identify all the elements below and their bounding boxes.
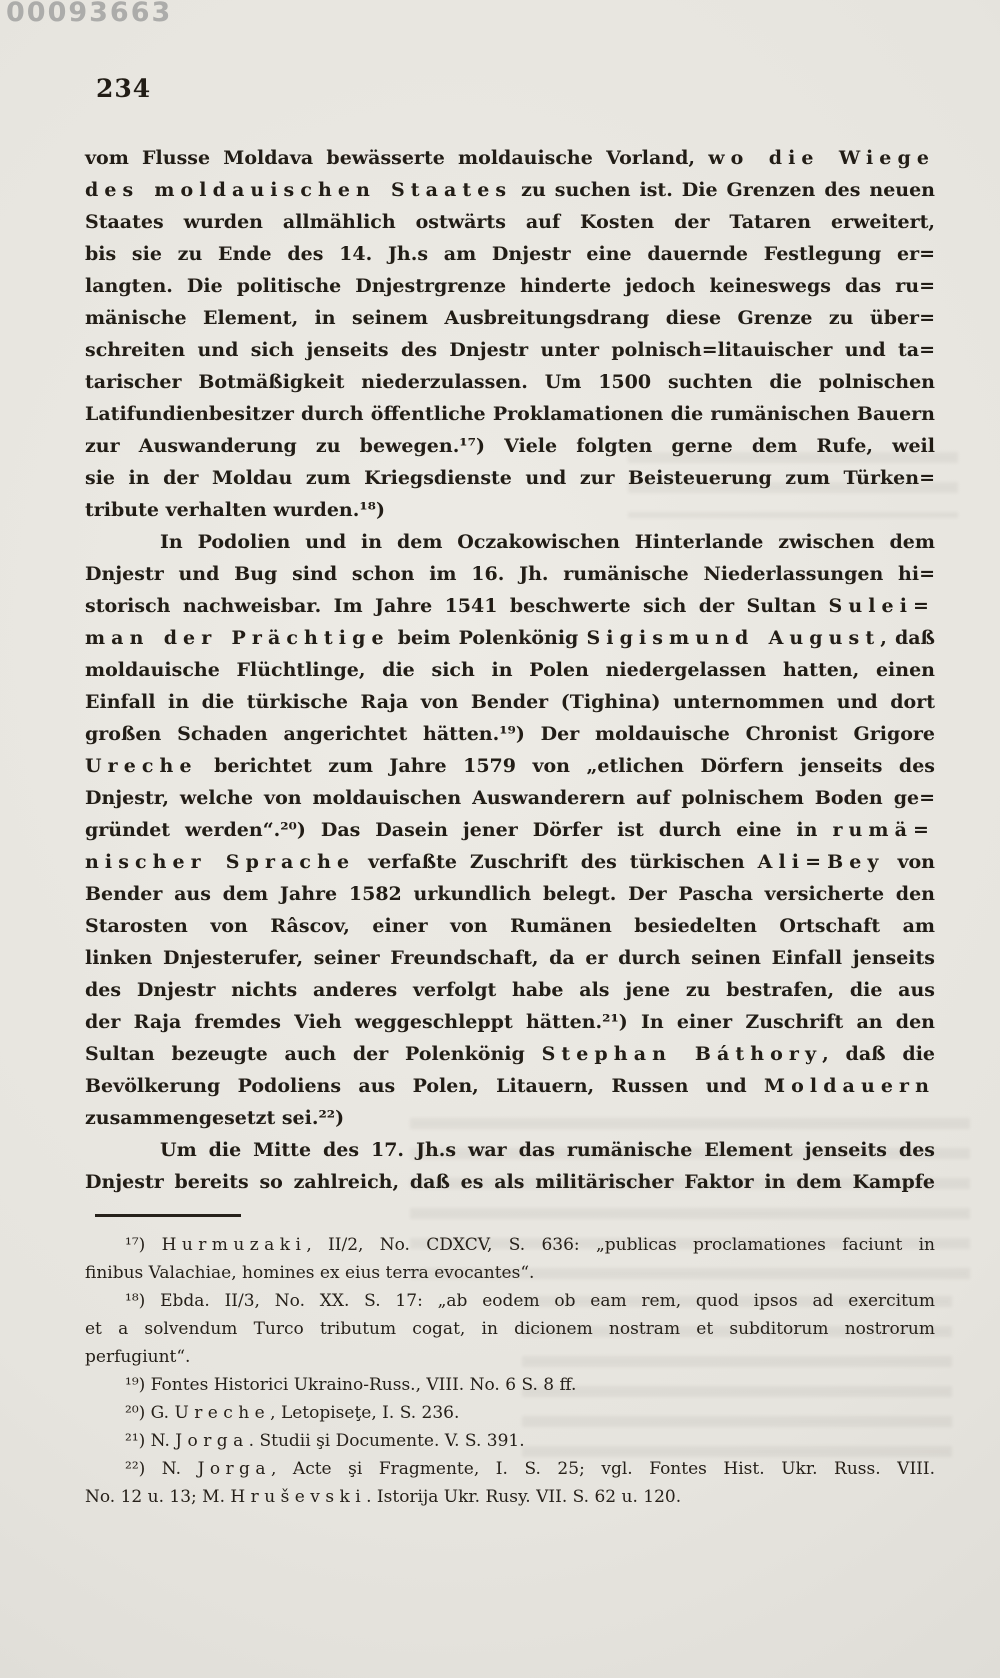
text-line [85, 558, 935, 590]
page-number: 234 [96, 74, 152, 103]
text-segment: ¹⁹) Fontes Historici Ukraino-Russ., VIII. No. 6 S. 8 ff. [125, 1375, 577, 1395]
text-segment: , daß [880, 627, 935, 649]
text-segment: Starosten von Râscov, einer von Rumänen besiedelten Ortschaft am [85, 915, 935, 937]
text-segment: In Podolien und in dem Oczakowischen Hinterlande zwischen dem [160, 531, 935, 553]
text-segment: moldauische Flüchtlinge, die sich in Polen niedergelassen hatten, einen [85, 659, 935, 681]
text-line [85, 1006, 935, 1038]
text-line [85, 1315, 935, 1343]
emphasized-text: Ali=Bey [757, 851, 885, 873]
text-line [85, 910, 935, 942]
text-line [85, 1343, 935, 1371]
emphasized-text: Ureche [174, 1403, 271, 1423]
text-segment: berichtet zum Jahre 1579 von „etlichen Dörfern jenseits des [197, 755, 935, 777]
text-segment: . Istorija Ukr. Rusy. VII. S. 62 u. 120. [366, 1487, 682, 1507]
emphasized-text: Sigismund August [586, 627, 881, 649]
text-line [85, 942, 935, 974]
text-segment: tribute verhalten wurden.¹⁸) [85, 499, 385, 521]
text-segment: gründet werden“.²⁰) Das Dasein jener Dörfer ist durch eine in [85, 819, 833, 841]
emphasized-text: des moldauischen Staates [85, 179, 513, 201]
text-line [85, 1038, 935, 1070]
emphasized-text: Jorga [175, 1431, 249, 1451]
text-line [85, 1427, 935, 1455]
text-segment: Dnjestr und Bug sind schon im 16. Jh. rumänische Niederlassungen hi= [85, 563, 935, 585]
text-segment: et a solvendum Turco tributum cogat, in dicionem nostram et subditorum nostrorum [85, 1319, 935, 1339]
text-line [85, 334, 935, 366]
text-line [85, 1166, 935, 1198]
text-line [85, 398, 935, 430]
text-segment: Um die Mitte des 17. Jh.s war das rumänische Element jenseits des [160, 1139, 935, 1161]
text-line [85, 1455, 935, 1483]
text-segment: perfugiunt“. [85, 1347, 191, 1367]
text-segment: mänische Element, in seinem Ausbreitungsdrang diese Grenze zu über= [85, 307, 935, 329]
text-segment: Bender aus dem Jahre 1582 urkundlich belegt. Der Pascha versicherte den [85, 883, 935, 905]
text-segment: . Studii şi Documente. V. S. 391. [248, 1431, 525, 1451]
text-segment: vom Flusse Moldava bewässerte moldauische Vorland, [85, 147, 709, 169]
text-segment: langten. Die politische Dnjestrgrenze hinderte jedoch keineswegs das ru= [85, 275, 935, 297]
text-segment: ¹⁸) Ebda. II/3, No. XX. S. 17: „ab eodem ob eam rem, quod ipsos ad exercitum [125, 1291, 935, 1311]
text-segment: Bevölkerung Podoliens aus Polen, Litauern, Russen und [85, 1075, 765, 1097]
text-segment: finibus Valachiae, homines ex eius terra evocantes“. [85, 1263, 535, 1283]
text-segment: , daß die [822, 1043, 936, 1065]
text-line [85, 1287, 935, 1315]
text-line [85, 782, 935, 814]
text-segment: Dnjestr bereits so zahlreich, daß es als militärischer Faktor in dem Kampfe [85, 1171, 935, 1193]
text-line [85, 270, 935, 302]
emphasized-text: Jorga [197, 1459, 271, 1479]
text-line [85, 1070, 935, 1102]
text-segment: tarischer Botmäßigkeit niederzulassen. Um 1500 suchten die polnischen [85, 371, 935, 393]
text-segment: , Acte şi Fragmente, I. S. 25; vgl. Fontes Hist. Ukr. Russ. VIII. [270, 1459, 936, 1479]
emphasized-text: Sulei= [828, 595, 935, 617]
text-segment: beim Polenkönig [389, 627, 587, 649]
emphasized-text: rumä= [832, 819, 935, 841]
text-line [85, 590, 935, 622]
text-segment: großen Schaden angerichtet hätten.¹⁹) Der moldauische Chronist Grigore [85, 723, 935, 745]
body-text [85, 142, 935, 1198]
text-line [85, 366, 935, 398]
text-segment: , Letopiseţe, I. S. 236. [270, 1403, 460, 1423]
text-line [85, 206, 935, 238]
text-line [85, 750, 935, 782]
text-segment: Sultan bezeugte auch der Polenkönig [85, 1043, 542, 1065]
text-line [85, 494, 935, 526]
text-segment: ²¹) N. [125, 1431, 176, 1451]
text-segment: ²²) N. [125, 1459, 198, 1479]
text-segment: von [884, 851, 935, 873]
text-segment: zur Auswanderung zu bewegen.¹⁷) Viele folgten gerne dem Rufe, weil [85, 435, 935, 457]
text-segment: ²⁰) G. [125, 1403, 175, 1423]
text-segment: No. 12 u. 13; M. [85, 1487, 231, 1507]
text-line [85, 1399, 935, 1427]
text-segment: zusammengesetzt sei.²²) [85, 1107, 345, 1129]
text-line [85, 1483, 935, 1511]
text-segment: Staates wurden allmählich ostwärts auf Kosten der Tataren erweitert, [85, 211, 935, 233]
emphasized-text: Hruševski [230, 1487, 367, 1507]
text-line [85, 174, 935, 206]
text-line [85, 654, 935, 686]
text-line [85, 142, 935, 174]
text-line [85, 1371, 935, 1399]
text-segment: storisch nachweisbar. Im Jahre 1541 beschwerte sich der Sultan [85, 595, 829, 617]
emphasized-text: wo die Wiege [708, 147, 935, 169]
text-line [85, 846, 935, 878]
emphasized-text: Ureche [85, 755, 198, 777]
scan-stamp-digits: 00093663 [6, 0, 173, 28]
text-segment: zu suchen ist. Die Grenzen des neuen [512, 179, 935, 201]
text-line [85, 974, 935, 1006]
text-segment: Dnjestr, welche von moldauischen Auswanderern auf polnischem Boden ge= [85, 787, 935, 809]
text-segment: des Dnjestr nichts anderes verfolgt habe als jene zu bestrafen, die aus [85, 979, 935, 1001]
footnote-separator [95, 1214, 241, 1217]
emphasized-text: Moldauern [764, 1075, 935, 1097]
text-segment: linken Dnjesterufer, seiner Freundschaft, da er durch seinen Einfall jenseits [85, 947, 935, 969]
text-line [85, 622, 935, 654]
text-segment: ¹⁷) [125, 1235, 162, 1255]
text-segment: Einfall in die türkische Raja von Bender (Tighina) unternommen und dort [85, 691, 935, 713]
text-segment: bis sie zu Ende des 14. Jh.s am Dnjestr eine dauernde Festlegung er= [85, 243, 935, 265]
text-line [85, 526, 935, 558]
emphasized-text: Stephan Báthory [541, 1043, 823, 1065]
scan-stamp [6, 0, 173, 28]
text-line [85, 1102, 935, 1134]
text-line [85, 238, 935, 270]
emphasized-text: nischer Sprache [85, 851, 356, 873]
text-segment: , II/2, No. CDXCV, S. 636: „publicas proclamationes faciunt in [306, 1235, 935, 1255]
emphasized-text: man der Prächtige [85, 627, 390, 649]
text-line [85, 462, 935, 494]
text-segment: schreiten und sich jenseits des Dnjestr unter polnisch=litauischer und ta= [85, 339, 935, 361]
text-line [85, 1231, 935, 1259]
text-line [85, 302, 935, 334]
text-line [85, 686, 935, 718]
text-line [85, 878, 935, 910]
text-block [85, 142, 935, 1511]
text-segment: verfaßte Zuschrift des türkischen [355, 851, 758, 873]
text-segment: der Raja fremdes Vieh weggeschleppt hätten.²¹) In einer Zuschrift an den [85, 1011, 935, 1033]
footnotes [85, 1231, 935, 1511]
text-segment: Latifundienbesitzer durch öffentliche Proklamationen die rumänischen Bauern [85, 403, 935, 425]
emphasized-text: Hurmuzaki [161, 1235, 307, 1255]
text-line [85, 718, 935, 750]
text-line [85, 1134, 935, 1166]
text-line [85, 1259, 935, 1287]
text-segment: sie in der Moldau zum Kriegsdienste und zur Beisteuerung zum Türken= [85, 467, 935, 489]
text-line [85, 814, 935, 846]
text-line [85, 430, 935, 462]
